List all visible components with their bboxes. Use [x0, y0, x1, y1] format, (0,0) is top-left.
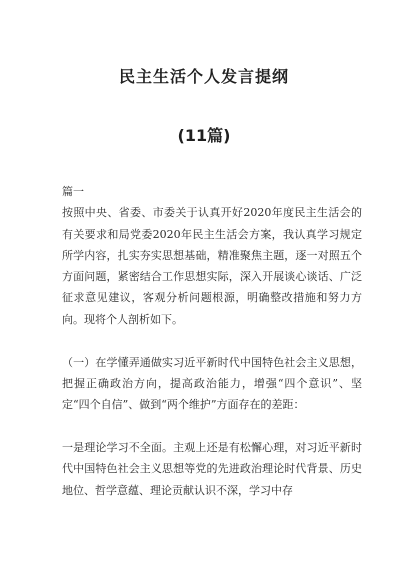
section-heading-paragraph: （一）在学懂弄通做实习近平新时代中国特色社会主义思想，把握正确政治方向，提高政治能力，增强“四个意识”、坚定“四个自信”、做到“两个维护”方面存在的差距：: [62, 355, 362, 412]
body-paragraph: 一是理论学习不全面。主观上还是有松懈心理，对习近平新时代中国特色社会主义思想等党的先进政治理论时代背景、历史地位、哲学意蕴、理论贡献认识不深，学习中存: [62, 440, 362, 497]
document-title: 民主生活个人发言提纲: [118, 67, 289, 86]
paragraph-gap: [62, 330, 362, 352]
document-subtitle: (11篇): [177, 126, 231, 145]
section-label: 篇一: [62, 185, 84, 198]
document-body: [62, 181, 362, 501]
intro-paragraph: 按照中央、省委、市委关于认真开好2020年度民主生活会的有关要求和局党委2020年民主生活会方案，我认真学习规定所学内容，扎实夯实思想基础，精准聚焦主题，逐一对照五个方面问题，紧密结合工作思想实际，深入开展谈心谈话、广泛征求意见建议，客观分析问题根源，明确整改措施和努力方向。现将个人剖析如下。: [62, 206, 362, 326]
paragraph-gap: [62, 415, 362, 437]
